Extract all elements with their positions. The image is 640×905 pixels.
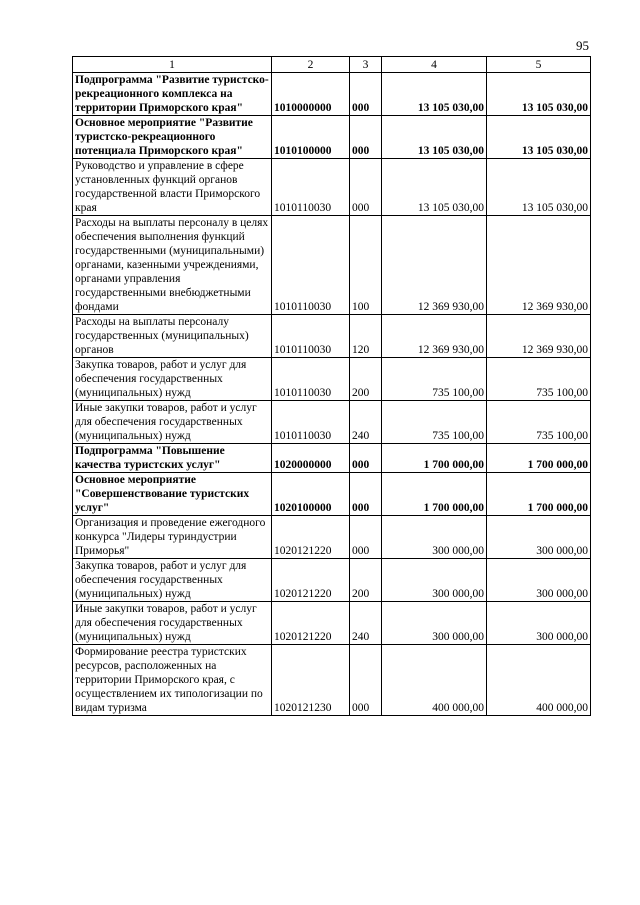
row-name-cell: Расходы на выплаты персоналу государственных (муниципальных) органов (73, 315, 272, 358)
row-name-cell: Подпрограмма "Развитие туристско-рекреационного комплекса на территории Приморского края" (73, 73, 272, 116)
table-row (73, 358, 591, 401)
row-name-cell: Подпрограмма "Повышение качества туристских услуг" (73, 444, 272, 473)
row-value-col5: 12 369 930,00 (487, 315, 591, 358)
row-name-cell: Закупка товаров, работ и услуг для обеспечения государственных (муниципальных) нужд (73, 358, 272, 401)
row-code-cell: 1010110030 (272, 358, 350, 401)
row-type-cell: 000 (350, 473, 382, 516)
row-value-col5: 735 100,00 (487, 358, 591, 401)
row-value-col5: 1 700 000,00 (487, 473, 591, 516)
table-row (73, 315, 591, 358)
row-code-cell: 1010000000 (272, 73, 350, 116)
row-value-col5: 12 369 930,00 (487, 216, 591, 315)
page-number: 95 (576, 38, 589, 53)
table-row (73, 444, 591, 473)
row-type-cell: 100 (350, 216, 382, 315)
row-name-cell: Основное мероприятие "Развитие туристско-рекреационного потенциала Приморского края" (73, 116, 272, 159)
row-name-cell: Расходы на выплаты персоналу в целях обеспечения выполнения функций государственными (муниципальными) органами, казенными учреждениями, органами управления государственными внебюджетными фондами (73, 216, 272, 315)
table-row (73, 401, 591, 444)
row-name-cell: Иные закупки товаров, работ и услуг для обеспечения государственных (муниципальных) нужд (73, 602, 272, 645)
row-code-cell: 1010110030 (272, 315, 350, 358)
budget-table (72, 56, 591, 716)
row-type-cell: 200 (350, 559, 382, 602)
table-row (73, 216, 591, 315)
row-value-col4: 1 700 000,00 (382, 473, 487, 516)
row-type-cell: 000 (350, 645, 382, 716)
header-cell-3: 3 (350, 57, 382, 73)
row-value-col5: 13 105 030,00 (487, 116, 591, 159)
row-name-cell: Организация и проведение ежегодного конкурса "Лидеры туриндустрии Приморья" (73, 516, 272, 559)
row-code-cell: 1010110030 (272, 401, 350, 444)
row-value-col4: 13 105 030,00 (382, 159, 487, 216)
row-code-cell: 1020121220 (272, 559, 350, 602)
header-cell-1: 1 (73, 57, 272, 73)
row-type-cell: 000 (350, 73, 382, 116)
row-code-cell: 1020121220 (272, 516, 350, 559)
row-value-col4: 735 100,00 (382, 358, 487, 401)
row-value-col4: 400 000,00 (382, 645, 487, 716)
row-type-cell: 240 (350, 401, 382, 444)
row-code-cell: 1020121230 (272, 645, 350, 716)
row-type-cell: 000 (350, 444, 382, 473)
table-row (73, 559, 591, 602)
table-row (73, 159, 591, 216)
row-value-col4: 1 700 000,00 (382, 444, 487, 473)
row-value-col5: 13 105 030,00 (487, 73, 591, 116)
row-name-cell: Руководство и управление в сфере установленных функций органов государственной власти Приморского края (73, 159, 272, 216)
row-value-col4: 13 105 030,00 (382, 116, 487, 159)
row-value-col4: 300 000,00 (382, 602, 487, 645)
header-cell-4: 4 (382, 57, 487, 73)
row-value-col4: 300 000,00 (382, 516, 487, 559)
row-code-cell: 1020000000 (272, 444, 350, 473)
row-value-col4: 12 369 930,00 (382, 216, 487, 315)
row-code-cell: 1010110030 (272, 216, 350, 315)
table-row (73, 645, 591, 716)
row-value-col5: 735 100,00 (487, 401, 591, 444)
table-row (73, 116, 591, 159)
row-value-col5: 13 105 030,00 (487, 159, 591, 216)
row-value-col4: 12 369 930,00 (382, 315, 487, 358)
row-name-cell: Основное мероприятие "Совершенствование туристских услуг" (73, 473, 272, 516)
table-row (73, 602, 591, 645)
row-name-cell: Формирование реестра туристских ресурсов, расположенных на территории Приморского края, с осуществлением их типологизации по видам туризма (73, 645, 272, 716)
row-name-cell: Закупка товаров, работ и услуг для обеспечения государственных (муниципальных) нужд (73, 559, 272, 602)
header-cell-2: 2 (272, 57, 350, 73)
row-type-cell: 000 (350, 116, 382, 159)
header-row (73, 57, 591, 73)
row-name-cell: Иные закупки товаров, работ и услуг для обеспечения государственных (муниципальных) нужд (73, 401, 272, 444)
row-type-cell: 000 (350, 159, 382, 216)
row-value-col5: 1 700 000,00 (487, 444, 591, 473)
table-row (73, 73, 591, 116)
row-value-col5: 300 000,00 (487, 559, 591, 602)
table-row (73, 516, 591, 559)
row-code-cell: 1020100000 (272, 473, 350, 516)
row-type-cell: 120 (350, 315, 382, 358)
row-type-cell: 240 (350, 602, 382, 645)
row-type-cell: 000 (350, 516, 382, 559)
row-code-cell: 1020121220 (272, 602, 350, 645)
row-value-col5: 300 000,00 (487, 602, 591, 645)
row-value-col5: 400 000,00 (487, 645, 591, 716)
row-value-col5: 300 000,00 (487, 516, 591, 559)
row-code-cell: 1010100000 (272, 116, 350, 159)
row-value-col4: 300 000,00 (382, 559, 487, 602)
table-row (73, 473, 591, 516)
header-cell-5: 5 (487, 57, 591, 73)
row-value-col4: 13 105 030,00 (382, 73, 487, 116)
row-code-cell: 1010110030 (272, 159, 350, 216)
row-type-cell: 200 (350, 358, 382, 401)
row-value-col4: 735 100,00 (382, 401, 487, 444)
